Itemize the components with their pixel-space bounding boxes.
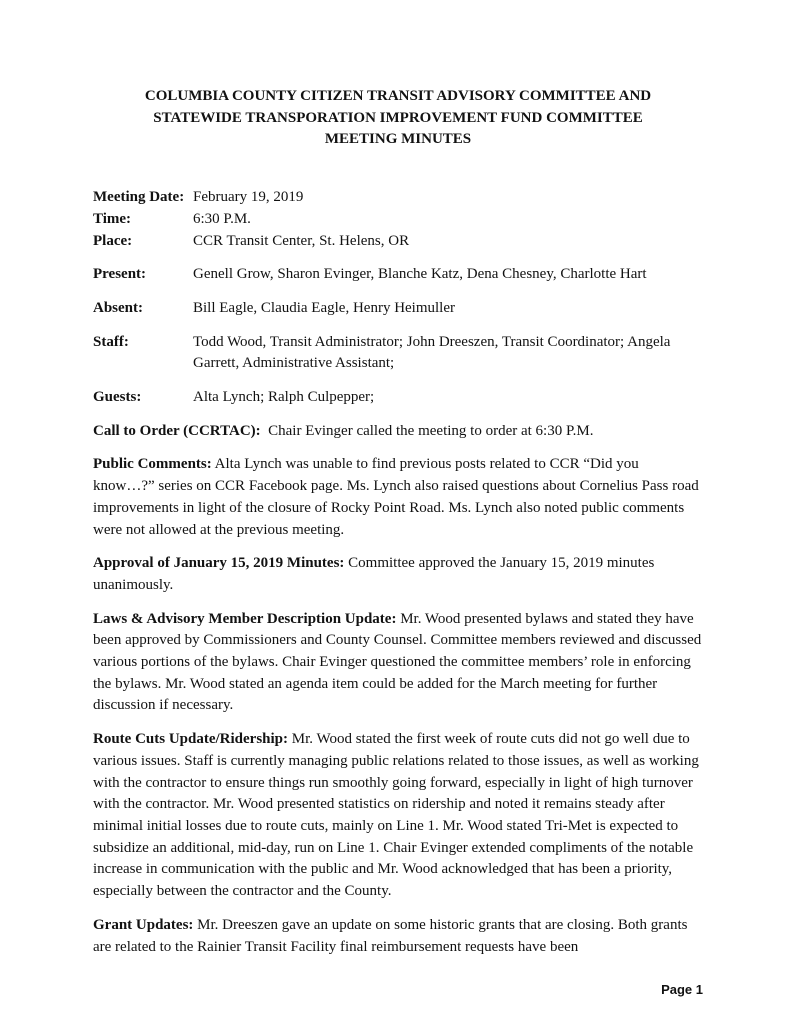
attendance-row-guests	[93, 387, 703, 409]
public-comments-body: Alta Lynch was unable to find previous posts related to CCR “Did you know…?” series on CCR Facebook page. Ms. Lynch also raised questions about Cornelius Pass road improvements in light of the closure of Rocky Point Road. Ms. Lynch also noted public comments were not allowed at the previous meeting.	[93, 456, 703, 538]
meta-row-place	[93, 231, 703, 253]
section-approval-of-minutes	[93, 553, 703, 596]
approval-body: Committee approved the January 15, 2019 minutes unanimously.	[93, 555, 659, 593]
place-value: CCR Transit Center, St. Helens, OR	[193, 232, 410, 249]
laws-heading: Laws & Advisory Member Description Update:	[93, 610, 397, 627]
call-to-order-heading: Call to Order (CCRTAC):	[93, 422, 261, 439]
attendance-row-present	[93, 264, 703, 286]
grant-updates-body: Mr. Dreeszen gave an update on some historic grants that are closing. Both grants are related to the Rainier Transit Facility final reimbursement requests have been	[93, 916, 692, 955]
grant-updates-heading: Grant Updates:	[93, 916, 194, 933]
absent-label: Absent:	[93, 299, 144, 316]
title-line-1: COLUMBIA COUNTY CITIZEN TRANSIT ADVISORY COMMITTEE AND	[144, 88, 652, 104]
title-line-3: MEETING MINUTES	[324, 131, 472, 148]
meeting-meta	[93, 187, 703, 252]
section-laws-advisory-update	[93, 609, 703, 718]
present-value: Genell Grow, Sharon Evinger, Blanche Katz, Dena Chesney, Charlotte Hart	[193, 266, 647, 283]
attendance-list	[93, 264, 703, 409]
route-cuts-body: Mr. Wood stated the first week of route cuts did not go well due to various issues. Staff is currently managing public relations related to those issues, as well as working with the contractor to ensure things run smoothly going forward, especially in light of high turnover with the contractor. Mr. Wood presented statistics on ridership and noted it remains steady after minimal initial losses due to route cuts, mainly on Line 1. Mr. Wood stated Tri-Met is expected to subsidize an additional, mid-day, run on Line 1. Chair Evinger extended compliments of the notable increase in communication with the public and Mr. Wood acknowledged that has been a priority, especially between the contractor and the County.	[93, 731, 703, 900]
staff-label: Staff:	[93, 333, 129, 350]
place-label: Place:	[93, 232, 133, 249]
laws-body: Mr. Wood presented bylaws and stated they have been approved by Commissioners and County Counsel. Committee members reviewed and discussed various portions of the bylaws. Chair Evinger questioned the committee members’ role in enforcing the bylaws. Mr. Wood stated an agenda item could be added for the March meeting for further discussion if necessary.	[93, 610, 705, 714]
present-label: Present:	[93, 266, 147, 283]
attendance-row-staff	[93, 332, 703, 375]
time-value: 6:30 P.M.	[193, 210, 251, 227]
guests-value: Alta Lynch; Ralph Culpepper;	[193, 389, 375, 406]
meta-row-meeting-date	[93, 187, 703, 209]
section-grant-updates	[93, 915, 703, 958]
route-cuts-heading: Route Cuts Update/Ridership:	[93, 731, 289, 748]
staff-value: Todd Wood, Transit Administrator; John Dreeszen, Transit Coordinator; Angela Garrett, Administrative Assistant;	[193, 333, 671, 372]
meeting-date-value: February 19, 2019	[193, 189, 304, 206]
document-title	[93, 86, 703, 151]
meeting-date-label: Meeting Date:	[93, 189, 185, 206]
approval-heading: Approval of January 15, 2019 Minutes:	[93, 555, 345, 572]
page-number: Page 1	[661, 982, 703, 998]
public-comments-heading: Public Comments:	[93, 456, 212, 473]
time-label: Time:	[93, 210, 132, 227]
attendance-row-absent	[93, 298, 703, 320]
absent-value: Bill Eagle, Claudia Eagle, Henry Heimuller	[193, 299, 456, 316]
section-public-comments	[93, 454, 703, 541]
call-to-order-body: Chair Evinger called the meeting to order at 6:30 P.M.	[260, 422, 594, 439]
section-call-to-order	[93, 421, 703, 443]
guests-label: Guests:	[93, 389, 142, 406]
section-route-cuts-ridership	[93, 729, 703, 903]
meta-row-time	[93, 209, 703, 231]
title-line-2: STATEWIDE TRANSPORATION IMPROVEMENT FUND COMMITTEE	[153, 109, 643, 126]
